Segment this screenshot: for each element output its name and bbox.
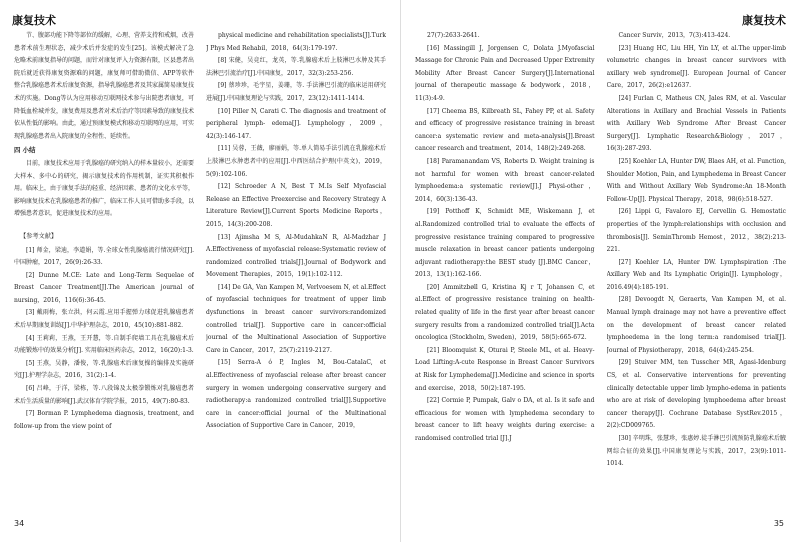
references-heading: 【参考文献】	[20, 232, 58, 240]
right-page	[400, 0, 800, 542]
reference-item: 27(7):2633-2641.	[427, 32, 480, 39]
reference-item: [30] 辛明珠，张慧珍，张惠婷.徒手淋巴引流预防乳腺癌术后腋网综合征的效果[J].中国康复理论与实践，2017，23(9):1011-1014.	[606, 435, 786, 468]
right-column-2	[607, 30, 787, 500]
reference-item: [29] Stuiver MM, ten Tusscher MR, Agasi-Idenburg CS, et al. Conservative interventions for preventing clinically detectable upper limb lympho-edema in patients who are at risk of developing lymphoedema after breast cancer therapy[J]. Cochrane Database SystRev.2015，2(2):CD009765.	[606, 359, 786, 430]
journal-title-left: 康复技术	[12, 14, 56, 27]
summary-paragraph: 目前，康复技术应用于乳腺癌的研究纳入的样本量较小，还需要大样本、多中心的研究，揭示康复技术的作用机制，证实其积极作用。临床上，由于康复手法的轻重、经济因素、患者的文化水平等，影响康复技术在乳腺癌患者的推广，临床工作人员可借助多手段，以增强患者意识，促进康复技术的应用。	[14, 159, 194, 218]
reference-item: [17] Cheema BS, Kilbreath SL, Fahey PP, et al. Safety and efficacy of progressive resistance training in breast cancer:a systematic review and meta-analysis[J].Breast cancer research and treatment，2014，148(2):249-268.	[415, 107, 595, 153]
page-number-left: 34	[14, 519, 25, 528]
reference-item: [23] Huang HC, Liu HH, Yin LY, et al.The upper-limb volumetric changes in breast cancer survivors with axillary web syndrome[J]. European Journal of Cancer Care，2017，26(2):e12637.	[606, 44, 786, 90]
reference-item: [4] 王莉莉，王燕，王开慧，等.自制手爬墙工具在乳腺癌术后功能锻炼中的效果分析[J]. 实用临床医药杂志，2012，16(20):1-3.	[14, 334, 194, 355]
reference-item: [28] Devoogdt N, Geraerts, Van Kampen M, et al. Manual lymph drainage may not have a preventive effect on the development of breast cancer related lymphoedema in the long term:a randomised trial[J]. Journal of Physiotherapy，2018，64(4):245-254.	[606, 296, 786, 354]
reference-item: [22] Cormie P, Pumpak, Galv o DA, et al. Is it safe and efficacious for women with lymphedema secondary to breast cancer to lift heavy weights during exercise: a randomised controlled trial [J].J	[415, 397, 595, 442]
reference-item: Cancer Surviv，2013，7(3):413-424.	[618, 32, 731, 39]
reference-item: [3] 戴雨梅，张立洪，何云霞.应用手握弹力球促进乳腺癌患者术后早期康复训练[J].中华护理杂志，2010，45(10):881-882.	[14, 309, 194, 330]
page-number-right: 35	[773, 519, 784, 528]
reference-item: [18] Paramanandam VS, Roberts D. Weight training is not harmful for women with breast cancer-related lymphoedema:a systematic review[J].J Physi-other，2014，60(3):136-43.	[415, 157, 595, 203]
right-column-1	[415, 30, 595, 500]
right-columns	[415, 30, 786, 500]
reference-item: [16] Massingill J, Jorgensen C, Dolata J.Myofascial Massage for Chronic Pain and Decreased Upper Extremity Mobility After Breast Cancer Surgery[J].International journal of therapeutic massage & bodywork，2018，11(3):4-9.	[415, 44, 595, 102]
reference-item: [20] Ammitzbøll G, Kristina Kj r T, Johansen C, et al.Effect of progressive resistance training on health-related quality of life in the first year after breast cancer surgery results from a randomized controlled trial[J].Acta oncologica (Stockholm, Sweden)，2019，58(5):665-672.	[415, 283, 595, 342]
reference-item: [25] Koehler LA, Hunter DW, Blaes AH, et al. Function, Shoulder Motion, Pain, and Lymphedema in Breast Cancer With and Without Axillary Web Syndrome:An 18-Month Follow-Up[J]. Physical Therapy，2018，98(6):518-527.	[606, 157, 786, 203]
reference-item: [5] 王燕，吴静，潘俊，等.乳腺癌术后康复操的编排及实施研究[J].护理学杂志，2016，31(2):1-4.	[14, 359, 194, 380]
body-paragraph: 节、腹部功能下降等部位的缓解，心理、营养支持和戒烟，改善患者术前生理状态，减少术后并发症的发生[25]。该模式解决了急危略术前康复指导的问题，而针对康复评入力资源有限，区县患者出院后就近获得康复资源难的问题，康复师可借助微信、APP等软件整合乳腺癌患者术后康复资源，指导乳腺癌患者及其家属简易康复技术的实施。Dong等认为应用移动互联网技术参与出院患者康复，可降低血栓城并发，康复费用及患者对术后治疗等因素导致的康复技术依从性低的影响。由此，通过预康复模式和移动互联网的应用，可实现乳腺癌患者出入院康复的全程性、延续性。	[14, 32, 194, 140]
left-columns	[14, 30, 386, 500]
left-column-1	[14, 30, 194, 500]
reference-item: [21] Bloomquist K, Oturai P, Steele ML, et al. Heavy-Load Lifting:A-cute Response in Breast Cancer Survivors at Risk for Lymphedema[J].Medicine and science in sports and exercise，2018，50(2):187-195.	[415, 346, 595, 392]
reference-item: [11] 吴蓉，王薇，廖丽娟，等.单人简易手法引流在乳腺癌术后上肢淋巴水肿患者中的应用[J].中西医结合护理(中英文)，2019，5(9):102-106.	[206, 145, 386, 178]
reference-item: physical medicine and rehabilitation specialists[J].Turk J Phys Med Rehabil，2018，64(3):179-197.	[206, 32, 386, 52]
reference-item: [1] 师金，梁迪，李道娟，等.全球女性乳腺癌流行情况研究[J].中国肿瘤，2017，26(9):26-33.	[14, 246, 194, 267]
reference-item: [7] Borman P. Lymphedema diagnosis, treatment, and follow-up from the view point of	[14, 410, 194, 430]
reference-item: [24] Furlan C, Matheus CN, Jales RM, et al. Vascular Alterations in Axillary and Brachial Vessels in Patients with Axillary Web Syndrome After Breast Cancer Surgery[J]. Lymphatic Research&Biology，2017，16(3):287-293.	[606, 94, 786, 153]
reference-item: [12] Schroeder A N, Best T M.Is Self Myofascial Release an Effective Preexercise and Recovery Strategy A Literature Review[J].Current Sports Medicine Reports，2015，14(3):200-208.	[206, 183, 386, 228]
reference-item: [13] Ajimsha M S, Al-MudahkaN R, Al-Madzhar J A.Effectiveness of myofascial release:Systematic review of randomized controlled trials[J].Journal of Bodywork and Movement Therapies，2015，19(1):102-112.	[206, 233, 386, 279]
left-column-2	[206, 30, 386, 500]
section-title: 四 小结	[14, 146, 36, 155]
journal-title-right: 康复技术	[742, 14, 786, 27]
reference-item: [19] Potthoff K, Schmidt ME, Wiskemann J, et al.Randomized controlled trial to evaluate the effects of progressive resistance training compared to progressive muscle relaxation in breast cancer patients undergoing adjuvant radiotherapy:the BEST study [J].BMC Cancer，2013，13(1):162-166.	[415, 208, 595, 279]
reference-item: [15] Serra-A ó P, Ingles M, Bou-CatalaC, et al.Effectiveness of myofascial release after breast cancer surgery in women undergoing conservative surgery and radiotherapy:a randomized controlled trial[J].Supportive care in cancer:official journal of the Multinational Association of Supportive Care in Cancer，2019，	[206, 359, 386, 430]
reference-item: [27] Koehler LA, Hunter DW. Lymphspiration :The Axillary Web and Its Lymphatic Origin[J]. Lymphology，2016.49(4):185-191.	[606, 258, 786, 291]
reference-item: [9] 蔡珍珍，毛宇星，姜珊，等. 手法淋巴引流的临床运用研究进展[J].中国康复理论与实践，2017，23(12):1411-1414.	[206, 82, 386, 102]
reference-item: [8] 宋健，吴竞红，龙英，等.乳腺癌术后上肢淋巴水肿及其手法淋巴引流治疗[J].中国康复，2017，32(3):253-256.	[206, 57, 386, 77]
reference-item: [6] 吕峰，于洋，梁栋，等.八段锦及太极拳锻炼对乳腺癌患者术后生活质量的影响[J].武汉体育学院学报，2015，49(7):80-83.	[14, 385, 194, 405]
reference-item: [10] Piller N, Carati C. The diagnosis and treatment of peripheral lymph- edema[J]. Lymphology，2009，42(3):146-147.	[206, 107, 386, 140]
reference-item: [14] De GA, Van Kampen M, Verlvoesem N, et al.Effect of myofascial techniques for treatment of upper limb dysfunctions in breast cancer survivors:randomized controlled trial[J]. Supportive care in cancer:official journal of the Multinational Association of Supportive Care in Cancer，2017，25(7):2119-2127.	[206, 283, 386, 354]
reference-item: [2] Dunne M.CE: Late and Long-Term Sequelae of Breast Cancer Treatment[J].The American journal of nursing，2016，116(6):36-45.	[14, 271, 194, 304]
reference-item: [26] Lippi G, Favaloro EJ, Cervellin G. Hemostatic properties of the lymph:relationships with occlusion and thrombosis[J]. SeminThromb Hemost，2012，38(2):213-221.	[606, 208, 786, 254]
